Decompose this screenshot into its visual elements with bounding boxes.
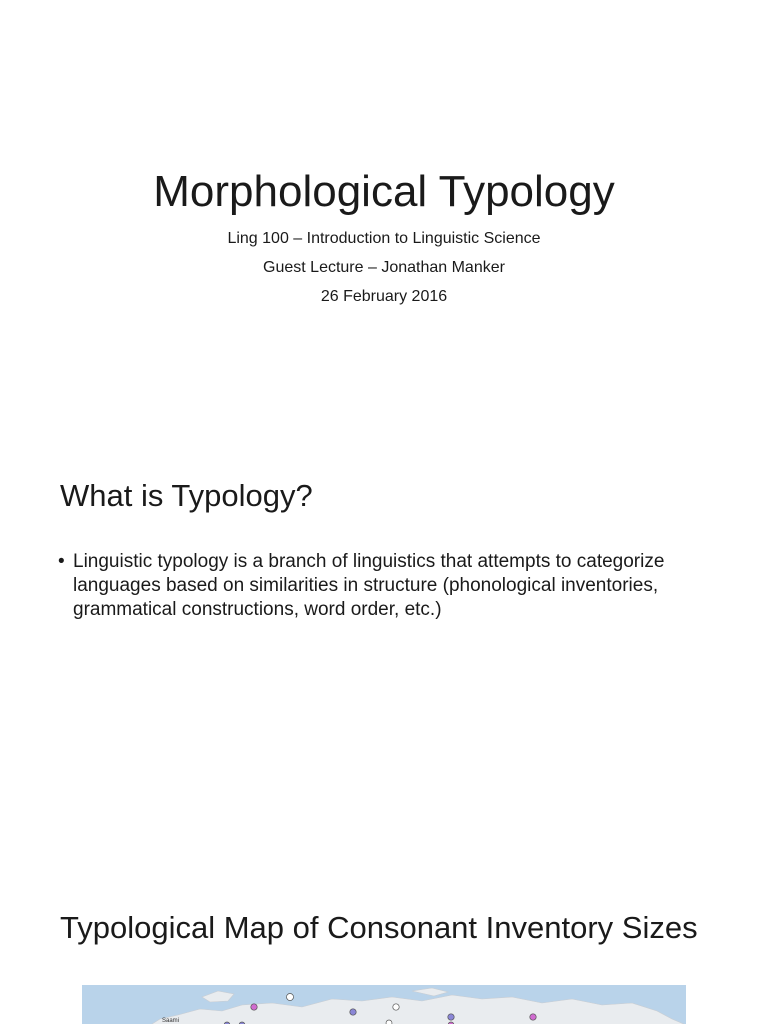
map-land [202, 991, 234, 1002]
list-item [58, 550, 718, 622]
consonant-inventory-map [82, 985, 686, 1024]
subtitle-date: 26 February 2016 [320, 288, 448, 305]
map-graphic [82, 985, 686, 1024]
slide-title: Morphological Typology [153, 167, 615, 216]
map-slide [0, 864, 768, 1024]
bullet-list [58, 550, 718, 622]
map-marker[interactable] [386, 1020, 392, 1024]
map-label-saami: Saami [162, 1018, 180, 1024]
map-marker[interactable] [530, 1014, 536, 1020]
map-marker[interactable] [393, 1004, 399, 1010]
subtitle-lecturer: Guest Lecture – Jonathan Manker [263, 259, 505, 276]
map-marker[interactable] [350, 1009, 356, 1015]
map-land [412, 988, 448, 996]
map-marker[interactable] [251, 1004, 257, 1010]
subtitle-course: Ling 100 – Introduction to Linguistic Science [227, 230, 541, 247]
bullet-text: Linguistic typology is a branch of linguistics that attempts to categorize languages based on similarities in structure (phonological inventories, grammatical constructions, word order, etc.) [73, 551, 665, 620]
bullet-icon: • [58, 551, 65, 572]
slide-heading: What is Typology? [60, 478, 313, 513]
title-slide [0, 0, 768, 432]
typology-slide [0, 432, 768, 864]
slide-heading: Typological Map of Consonant Inventory Sizes [60, 910, 698, 945]
map-marker[interactable] [448, 1014, 454, 1020]
map-marker[interactable] [287, 994, 294, 1001]
